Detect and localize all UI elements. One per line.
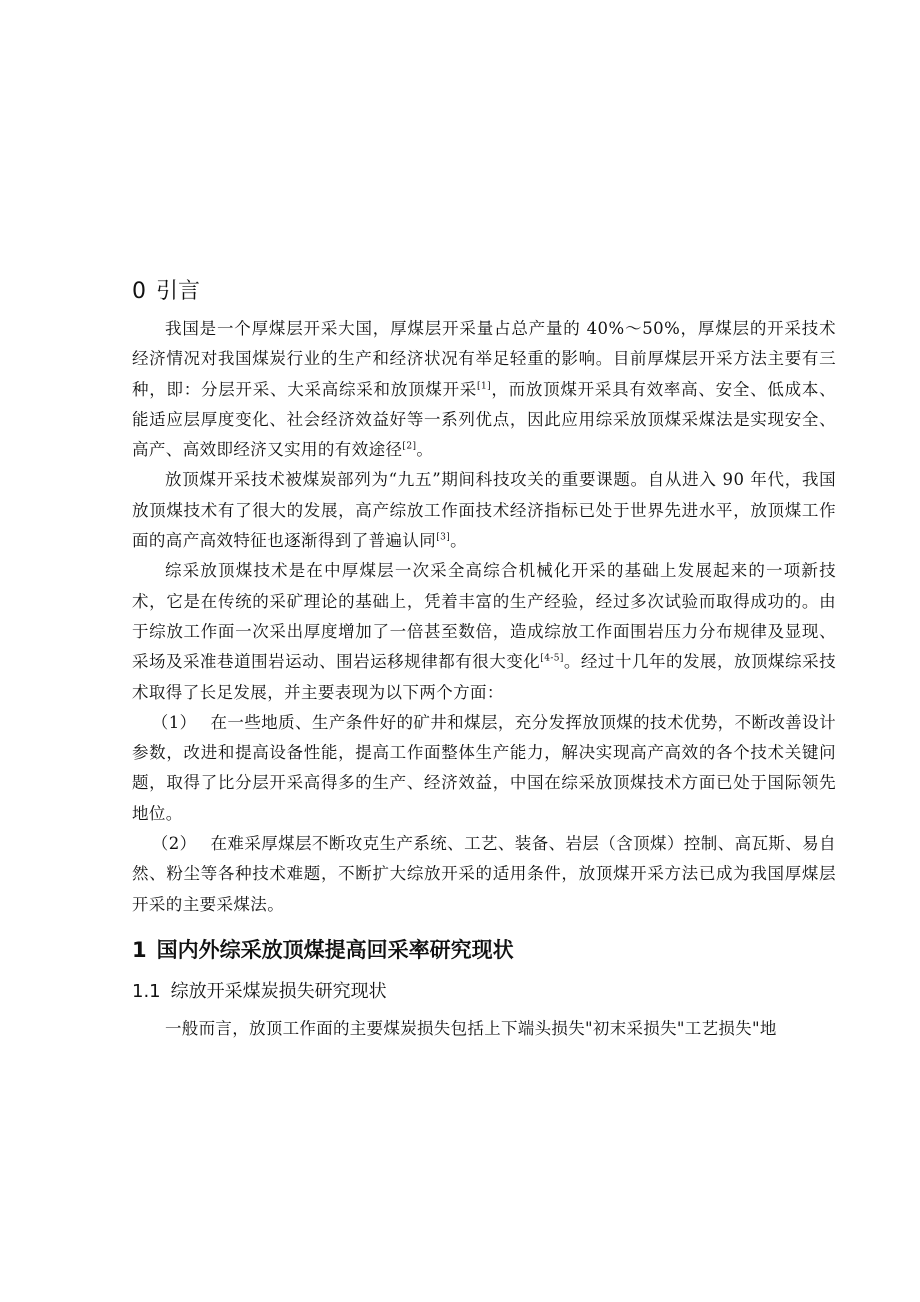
intro-p1-text-c: 。 — [416, 440, 434, 460]
intro-p3-text-a: 综采放顶煤技术是在中厚煤层一次采全高综合机械化开采的基础上发展起来的一项新技术，它是在传统的采矿理论的基础上，凭着丰富的生产经验，经过多次试验而取得成功的。由于综放工作面一次采出厚度增加了一倍甚至数倍，造成综放工作面围岩压力分布规律及显现、采场及采准巷道围岩运动、围岩运移规律都有很大变化 — [132, 561, 836, 672]
intro-heading — [132, 276, 836, 308]
citation-1: [1] — [477, 381, 491, 392]
intro-paragraph-1 — [132, 314, 836, 465]
document-page — [132, 276, 836, 1044]
section-1-1-heading — [132, 978, 836, 1006]
list-item-marker: （2） — [151, 834, 197, 854]
list-item — [132, 708, 836, 829]
citation-3: [3] — [436, 532, 451, 543]
intro-p1-text-b: ，而放顶煤开采具有效率高、安全、低成本、能适应层厚度变化、社会经济效益好等一系列优点，因此应用综采放顶煤采煤法是实现安全、高产、高效即经济又实用的有效途径 — [132, 379, 837, 460]
section-1-1-title: 综放开采煤炭损失研究现状 — [170, 980, 387, 1002]
section-1-title: 国内外综采放顶煤提高回采率研究现状 — [156, 937, 514, 962]
intro-p1-text-a: 我国是一个厚煤层开采大国，厚煤层开采量占总产量的 40%～50%，厚煤层的开采技术经济情况对我国煤炭行业的生产和经济状况有举足轻重的影响。目前厚煤层开采方法主要有三种，即：分层开采、大采高综采和放顶煤开采 — [132, 319, 836, 399]
intro-paragraph-2 — [132, 465, 836, 556]
list-item — [132, 829, 836, 920]
section-1-number: 1 — [132, 937, 147, 962]
intro-p2-text-a: 放顶煤开采技术被煤炭部列为“九五”期间科技攻关的重要课题。自从进入 90 年代，我国放顶煤技术有了很大的发展，高产综放工作面技术经济指标已处于世界先进水平，放顶煤工作面的高产高效特征也逐渐得到了普遍认同 — [132, 470, 836, 551]
list-item-text: 在一些地质、生产条件好的矿井和煤层，充分发挥放顶煤的技术优势，不断改善设计参数，改进和提高设备性能，提高工作面整体生产能力，解决实现高产高效的各个技术关键问题，取得了比分层开采高得多的生产、经济效益，中国在综采放顶煤技术方面已处于国际领先地位。 — [132, 712, 836, 823]
intro-heading-number: 0 — [132, 279, 146, 304]
intro-p3-text-b: 。经过十几年的发展，放顶煤综采技术取得了长足发展，并主要表现为以下两个方面： — [132, 652, 836, 702]
section-1-1-number: 1.1 — [132, 980, 161, 1002]
citation-2: [2] — [402, 441, 417, 452]
citation-4-5: [4-5] — [540, 653, 564, 664]
section-1-heading — [132, 934, 836, 966]
intro-heading-title: 引言 — [156, 279, 201, 304]
intro-p2-text-b: 。 — [450, 531, 468, 551]
list-item-text: 在难采厚煤层不断攻克生产系统、工艺、装备、岩层（含顶煤）控制、高瓦斯、易自然、粉尘等各种技术难题，不断扩大综放开采的适用条件，放顶煤开采方法已成为我国厚煤层开采的主要采煤法。 — [132, 834, 836, 914]
list-item-marker: （1） — [151, 712, 197, 732]
section-1-1-paragraph: 一般而言，放顶工作面的主要煤炭损失包括上下端头损失"初末采损失"工艺损失"地 — [165, 1018, 777, 1038]
intro-paragraph-3 — [132, 556, 836, 707]
